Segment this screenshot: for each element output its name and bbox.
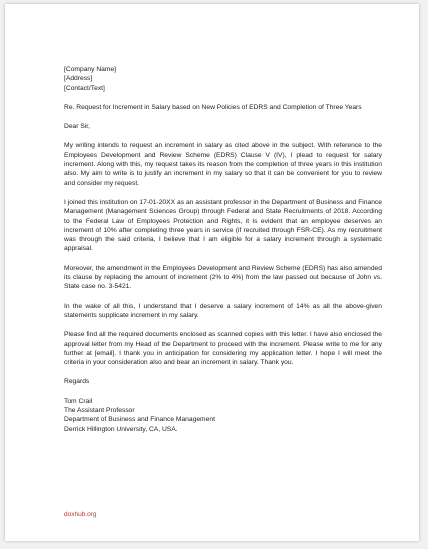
paragraph-3: Moreover, the amendment in the Employees Development and Review Scheme (EDRS) has also amended its clause by replacing the amount of increment (2% to 4%) from the law passed out because of John vs. State case no. 3-5421.	[64, 264, 382, 291]
address-company: [Company Name]	[64, 66, 117, 73]
closing: Regards	[64, 378, 90, 386]
source-watermark: doxhub.org	[64, 511, 97, 518]
paragraph-4: In the wake of all this, I understand that I deserve a salary increment of 14% as all the above-given statements supplicate increment in my salary.	[64, 302, 382, 319]
letter-body	[64, 65, 382, 444]
salutation: Dear Sir,	[64, 123, 91, 131]
paragraph-5: Please find all the required documents enclosed as scanned copies with this letter. I have also enclosed the approval letter from my Head of the Department to proceed with the increment. Please write to me for any further at [email]. I thank you in anticipation for considering my application letter. I hope I will meet the criteria in your consideration also and bear an increment in salary. Thank you.	[64, 331, 382, 367]
signature-title: The Assistant Professor	[64, 407, 135, 415]
subject-line: Re. Request for Increment in Salary based on New Policies of EDRS and Completion of Three Years	[64, 103, 362, 111]
paragraph-2: I joined this institution on 17-01-20XX as an assistant professor in the Department of Business and Finance Management (Management Sciences Group) through Federal and State Recruitments of 2018. According to the Federal Law of Employees Protection and Rights, it is evident that an employee deserves an increment of 10% after completing three years in service (if recruited through FSR-CE). As my recruitment was through the said criteria, I believe that I am eligible for a salary increment through a systematic appraisal.	[64, 198, 382, 253]
signature-name: Tom Crail	[64, 397, 93, 405]
paragraph-1: My writing intends to request an increment in salary as cited above in the subject. With reference to the Employees Development and Review Scheme (EDRS) Clause V (IV), I plead to request for salary increment. Along with this, my request takes its reason from the completion of three years in this institution also. My aim to write is to justify an increment in my salary so that it can be convenient for you to review and consider my request.	[64, 142, 382, 187]
signature-university: Derrick Hillington University, CA, USA.	[64, 425, 178, 433]
address-street: [Address]	[64, 75, 93, 83]
address-block	[64, 65, 382, 93]
letter-page	[5, 4, 419, 541]
signature-department: Department of Business and Finance Management	[64, 416, 215, 424]
signature-block	[64, 397, 382, 434]
address-contact: [Contact/Text]	[64, 84, 105, 92]
